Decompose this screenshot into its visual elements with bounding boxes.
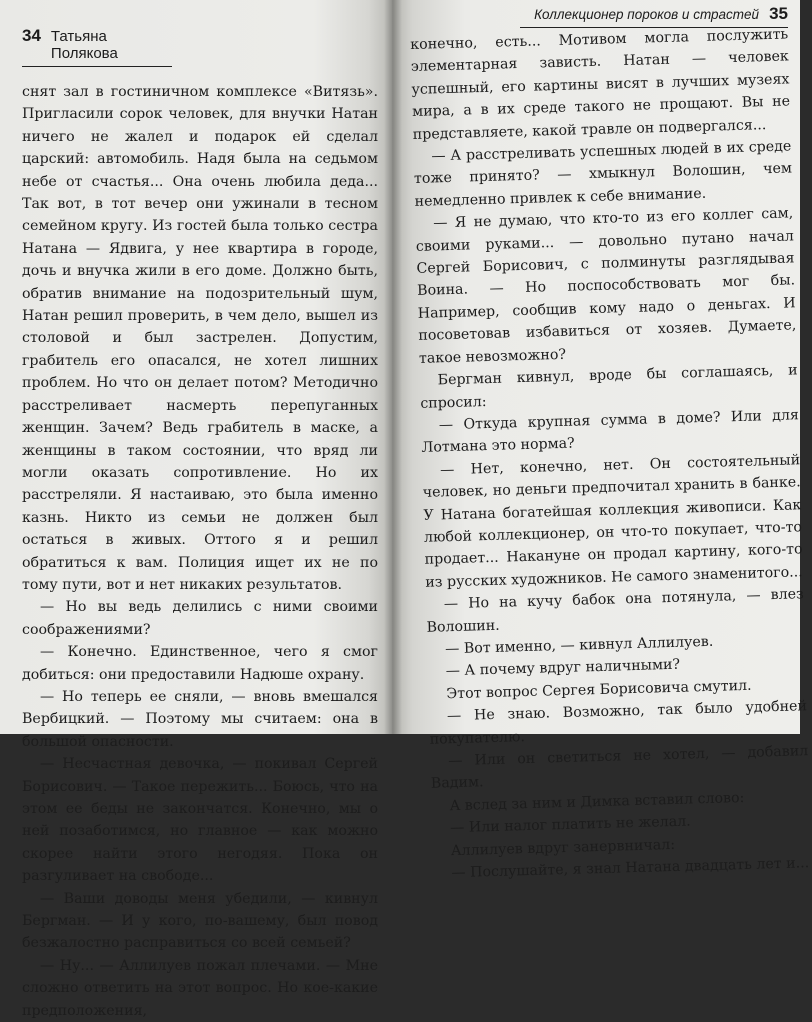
left-page-header [22, 26, 172, 67]
paragraph: А вслед за ним и Димка вставил слово: [449, 789, 745, 815]
paragraph: — Я не думаю, что кто-то из его коллег сам, своими руками... — довольно путано начал Сергей Борисович, с полминуты разглядывая Воина. — Но поспособствовать мог бы. Например, сообщив кому надо о деньгах. И посоветовав избавиться от хозяев. Думаете, такое невозможно? [415, 205, 797, 367]
left-page-number: 34 [22, 26, 41, 45]
paragraph: — Или он светиться не хотел, — добавил Вадим. [430, 743, 809, 793]
paragraph: Этот вопрос Сергея Борисовича смутил. [446, 677, 752, 703]
paragraph: — Но вы ведь делились с ними своими соображениями? [22, 599, 378, 638]
paragraph: — Ну... — Аллилуев пожал плечами. — Мне сложно ответить на этот вопрос. Но кое-какие предположения, [22, 957, 378, 1019]
paragraph: — Вот именно, — кивнул Аллилуев. [444, 633, 714, 658]
left-page-body [22, 81, 378, 1022]
paragraph: — А расстреливать успешных людей в их среде тоже принято? — хмыкнул Волошин, чем немедленно привлек к себе внимание. [413, 138, 793, 210]
paragraph: — Нет, конечно, нет. Он состоятельный человек, но деньги предпочитал хранить в банке. У Натана богатейшая коллекция живописи. Как любой коллекционер, он что-то покупает, что-то продает... Накануне он продал картину, кого-то из русских художников. Не самого знаменитого... [422, 451, 803, 591]
paragraph: — Несчастная девочка, — покивал Сергей Борисович. — Такое пережить... Боюсь, что на этом ее беды не закончатся. Конечно, мы о ней позаботимся, но главное — как можно скорее найти этого негодяя. Пока он разгуливает на свободе... [22, 756, 378, 885]
paragraph: снят зал в гостиничном комплексе «Витязь». Пригласили сорок человек, для внучки Натан ничего не жалел и подарок ей сделал царский: автомобиль. Надя была на седьмом небе от счастья... Она очень любила деда... Так вот, в тот вечер они ужинали в тесном семейном кругу. Из гостей была только сестра Натана — Ядвига, у нее квартира в городе, дочь и внучка жили в его доме. Должно быть, обратив внимание на подозрительный шум, Натан решил проверить, в чем дело, вышел из столовой и был застрелен. Допустим, грабитель его опасался, не хотел лишних проблем. Но что он делает потом? Методично расстреливает насмерть перепуганных женщин. Зачем? Ведь грабитель в маске, а женщины в таком состоянии, что вряд ли могли оказать сопротивление. Но их расстреляли. Я настаиваю, это была именно казнь. Никто из семьи не должен был остаться в живых. Оттого я и решил обратиться к вам. Полиция ищет их не по тому пути, вот и нет никаких результатов. [22, 84, 378, 593]
book-gutter [384, 0, 402, 734]
left-page [0, 0, 392, 1019]
paragraph: Аллилуев вдруг занервничал: [450, 836, 676, 859]
paragraph: — Откуда крупная сумма в доме? Или для Лотмана это норма? [421, 407, 800, 457]
paragraph: — А почему вдруг наличными? [445, 657, 681, 680]
author-name: Татьяна Полякова [50, 28, 118, 62]
paragraph: — Не знаю. Возможно, так было удобней покупателю. [429, 698, 808, 748]
right-page [392, 0, 810, 882]
paragraph: — Ваши доводы меня убедили, — кивнул Бергман. — И у кого, по-вашему, был повод безжалостно расправиться со всей семьей? [22, 890, 378, 952]
paragraph: — Но на кучу бабок она потянула, — влез Волошин. [426, 586, 805, 636]
paragraph: — Послушайте, я знал Натана двадцать лет и... [451, 855, 810, 882]
paragraph: — Или налог платить не желал. [449, 813, 691, 837]
paragraph: — Конечно. Единственное, чего я смог добиться: они предоставили Надюше охрану. [22, 644, 378, 683]
book-title: Коллекционер пороков и страстей [534, 7, 760, 22]
paragraph: — Но теперь ее сняли, — вновь вмешался Вербицкий. — Поэтому мы считаем: она в большой опасности. [22, 688, 378, 750]
right-page-number: 35 [769, 4, 788, 23]
right-page-body [410, 23, 812, 885]
paragraph: конечно, есть... Мотивом могла послужить элементарная зависть. Натан — человек успешный, его картины висят в лучших музеях мира, а в их среде такого не прощают. Вы не представляете, какой травле он подвергался... [410, 26, 791, 143]
paragraph: Бергман кивнул, вроде бы соглашаясь, и спросил: [420, 362, 798, 412]
